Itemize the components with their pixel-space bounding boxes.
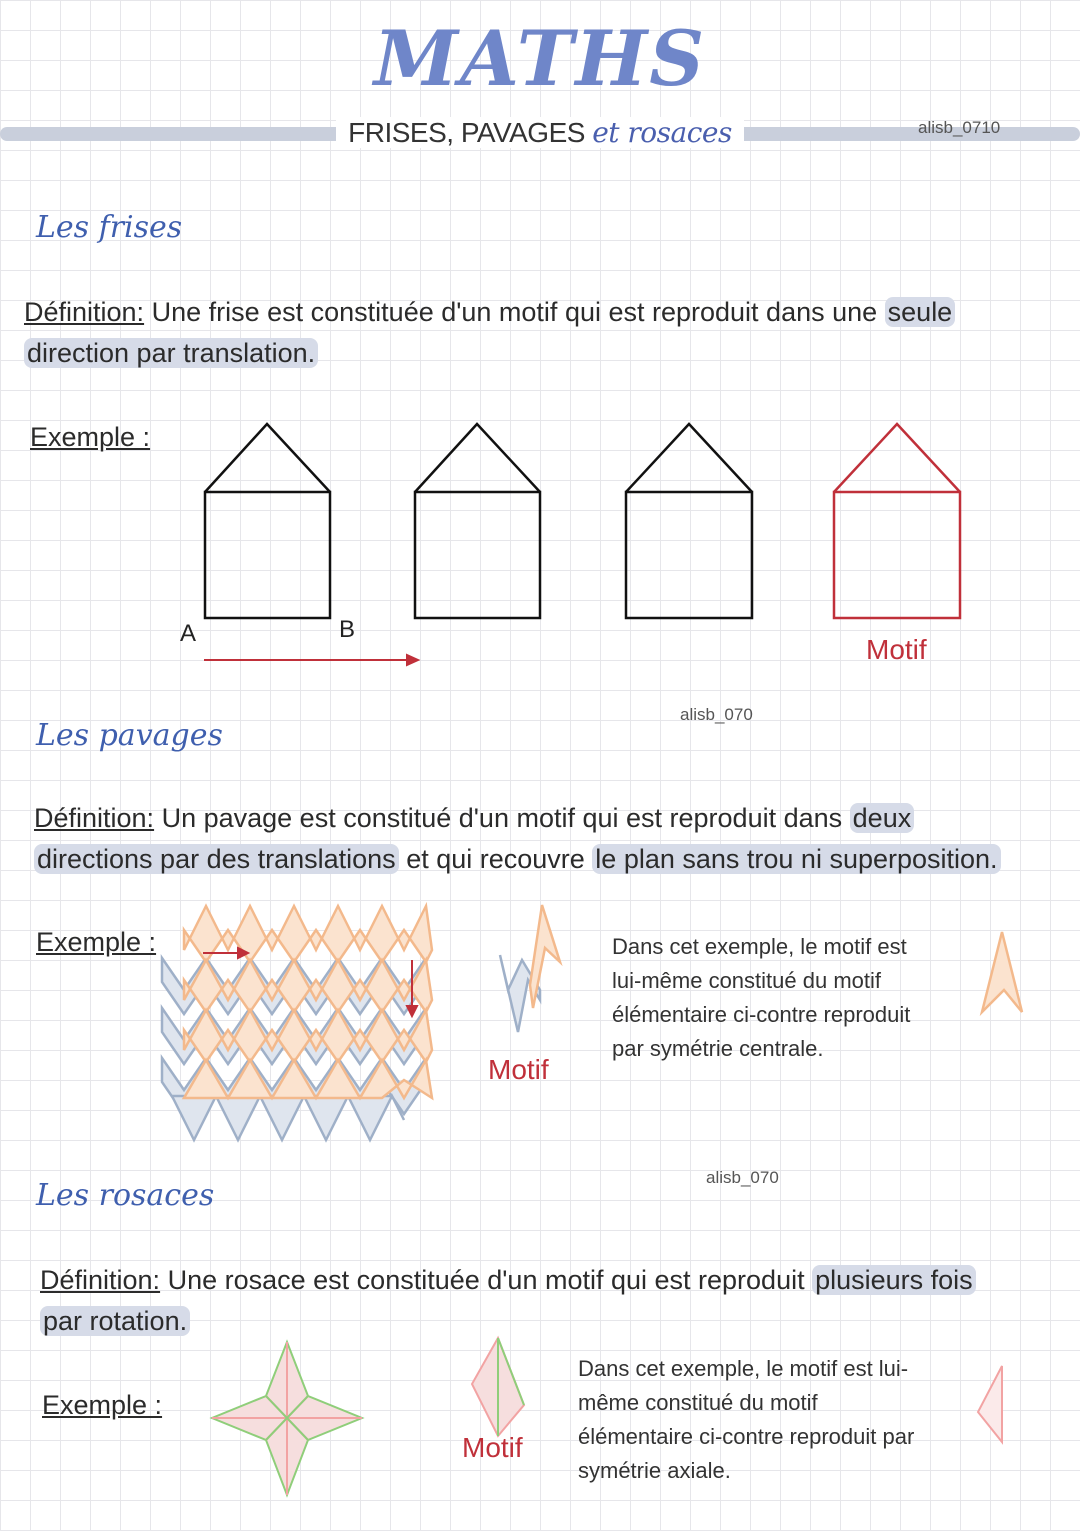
point-a-label: A (180, 620, 197, 647)
motif-label-frises: Motif (866, 634, 927, 665)
highlight: le plan sans trou ni superposition. (592, 844, 1000, 874)
note-line: Dans cet exemple, le motif est lui- (578, 1356, 909, 1381)
definition-text: Une rosace est constituée d'un motif qui est reproduit (160, 1265, 813, 1295)
definition-label: Définition: (24, 297, 145, 327)
highlight: directions par des translations (34, 844, 399, 874)
note-line: symétrie axiale. (578, 1458, 731, 1483)
highlight: par rotation. (40, 1306, 190, 1336)
motif-label-rosaces: Motif (462, 1432, 523, 1463)
definition-text: et qui recouvre (398, 844, 593, 874)
note-line: élémentaire ci-contre reproduit (612, 1002, 911, 1027)
note-line: par symétrie centrale. (612, 1036, 824, 1061)
point-b-label: B (339, 616, 356, 643)
example-label-rosaces: Exemple : (42, 1390, 163, 1420)
watermark-rosaces: alisb_070 (706, 1168, 779, 1187)
section-title-rosaces: Les rosaces (36, 1178, 215, 1213)
note-rosaces (578, 1352, 914, 1488)
highlight: deux (850, 803, 915, 833)
rosace-motif-element (472, 1338, 524, 1436)
section-title-frises: Les frises (36, 210, 183, 245)
definition-label: Définition: (34, 803, 155, 833)
note-line: même constitué du motif (578, 1390, 818, 1415)
example-label-frises: Exemple : (30, 422, 151, 452)
rosace-elementary-motif (978, 1366, 1002, 1442)
note-line: élémentaire ci-contre reproduit par (578, 1424, 915, 1449)
subtitle-text: FRISES, PAVAGES (348, 117, 585, 148)
subtitle-fancy: et rosaces (592, 116, 732, 149)
page-title: MATHS (373, 14, 707, 103)
highlight: direction par translation. (24, 338, 318, 368)
definition-text: Un pavage est constitué d'un motif qui est reproduit dans (154, 803, 850, 833)
highlight: plusieurs fois (812, 1265, 976, 1295)
rosace-star (212, 1342, 362, 1495)
definition-label: Définition: (40, 1265, 161, 1295)
definition-text: Une frise est constituée d'un motif qui est reproduit dans une (144, 297, 885, 327)
note-line: lui-même constitué du motif (612, 968, 881, 993)
highlight: seule (885, 297, 956, 327)
watermark-header: alisb_0710 (918, 118, 1001, 137)
watermark-pavages: alisb_070 (680, 705, 753, 724)
note-line: Dans cet exemple, le motif est (612, 934, 907, 959)
example-label-pavages: Exemple : (36, 927, 157, 957)
section-title-pavages: Les pavages (36, 718, 223, 753)
motif-label-pavages: Motif (488, 1054, 549, 1085)
